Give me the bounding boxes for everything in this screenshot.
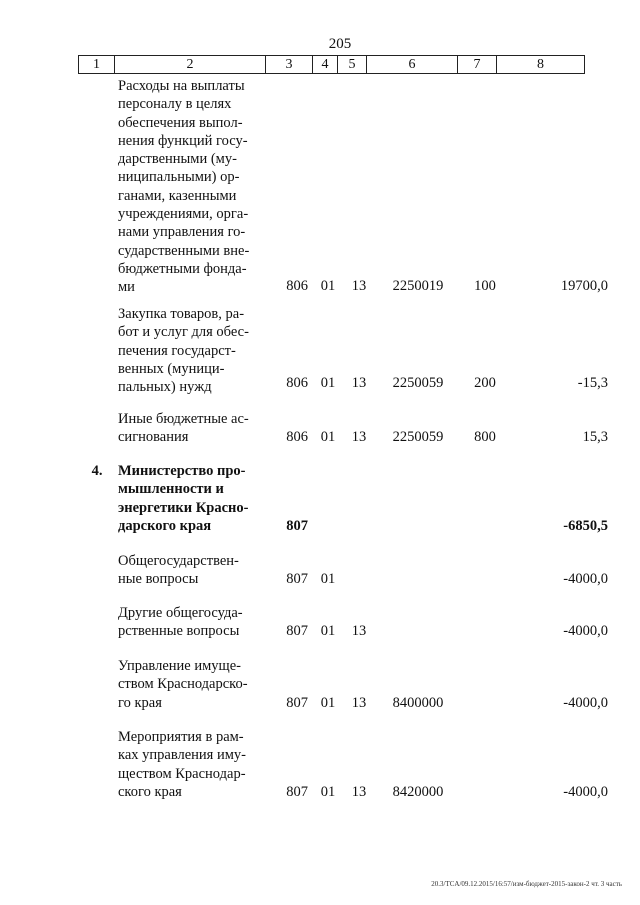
cell-col-3: 807	[286, 570, 308, 587]
cell-col-8: 15,3	[582, 428, 608, 445]
row-number: 4.	[91, 463, 103, 479]
cell-col-3: 806	[286, 277, 308, 294]
cell-col-7: 200	[474, 374, 496, 391]
cell-col-6: 2250059	[392, 428, 444, 445]
cell-col-3: 807	[286, 517, 308, 534]
row-name: Иные бюджетные ас- сигнования	[118, 411, 249, 446]
cell-col-4: 01	[320, 622, 336, 639]
cell-col-6: 2250059	[392, 374, 444, 391]
row-name: Общегосударствен- ные вопросы	[118, 553, 239, 588]
cell-col-4: 01	[320, 277, 336, 294]
cell-col-8: -4000,0	[563, 570, 608, 587]
cell-col-8: -15,3	[577, 374, 608, 391]
cell-col-6: 8400000	[392, 694, 444, 711]
cell-col-3: 807	[286, 622, 308, 639]
cell-col-3: 807	[286, 694, 308, 711]
cell-col-3: 807	[286, 783, 308, 800]
header-col-2: 2	[115, 56, 266, 74]
cell-col-7: 800	[474, 428, 496, 445]
page-number: 205	[328, 36, 352, 52]
cell-col-4: 01	[320, 428, 336, 445]
cell-col-6: 2250019	[392, 277, 444, 294]
row-name: Закупка товаров, ра- бот и услуг для обес- печения государст- венных (муници- пальных) нужд	[118, 306, 249, 396]
header-col-1: 1	[79, 56, 115, 74]
table-row	[78, 657, 608, 712]
cell-col-8: -4000,0	[563, 694, 608, 711]
cell-col-5: 13	[351, 783, 367, 800]
cell-col-3: 806	[286, 428, 308, 445]
cell-col-4: 01	[320, 570, 336, 587]
header-col-7: 7	[458, 56, 497, 74]
row-name: Расходы на выплаты персоналу в целях обеспечения выпол- нения функций госу- дарственными (му- ниципальными) ор- ганами, казенными учреждениями, орга- нами управления го- сударственными вне- бюджетными фонда- ми	[118, 78, 250, 296]
header-col-3: 3	[266, 56, 313, 74]
table-row	[78, 305, 608, 396]
cell-col-5: 13	[351, 694, 367, 711]
cell-col-5: 13	[351, 622, 367, 639]
cell-col-8: -4000,0	[563, 622, 608, 639]
header-col-8: 8	[497, 56, 585, 74]
header-col-4: 4	[313, 56, 338, 74]
cell-col-5: 13	[351, 428, 367, 445]
column-header-row	[78, 55, 585, 74]
cell-col-7: 100	[474, 277, 496, 294]
header-col-5: 5	[338, 56, 367, 74]
cell-col-8: 19700,0	[560, 277, 608, 294]
cell-col-8: -6850,5	[563, 517, 608, 534]
cell-col-4: 01	[320, 374, 336, 391]
footer-file-stamp: 20.3/TCA/09.12.2015/16:57/изм-бюджет-2015-закон-2 чт. 3 часть	[431, 880, 622, 888]
row-name: Другие общегосуда- рственные вопросы	[118, 605, 243, 640]
cell-col-6: 8420000	[392, 783, 444, 800]
table-row	[78, 410, 608, 446]
table-row	[78, 728, 608, 801]
cell-col-8: -4000,0	[563, 783, 608, 800]
header-col-6: 6	[367, 56, 458, 74]
table-row	[78, 77, 608, 295]
cell-col-5: 13	[351, 374, 367, 391]
cell-col-5: 13	[351, 277, 367, 294]
row-name: Министерство про- мышленности и энергетики Красно- дарского края	[118, 463, 249, 534]
table-row	[78, 462, 608, 535]
cell-col-3: 806	[286, 374, 308, 391]
table-row	[78, 552, 608, 588]
row-name: Мероприятия в рам- ках управления иму- ществом Краснодар- ского края	[118, 729, 246, 800]
cell-col-4: 01	[320, 694, 336, 711]
row-name: Управление имуще- ством Краснодарско- го края	[118, 658, 248, 711]
table-row	[78, 604, 608, 640]
cell-col-4: 01	[320, 783, 336, 800]
